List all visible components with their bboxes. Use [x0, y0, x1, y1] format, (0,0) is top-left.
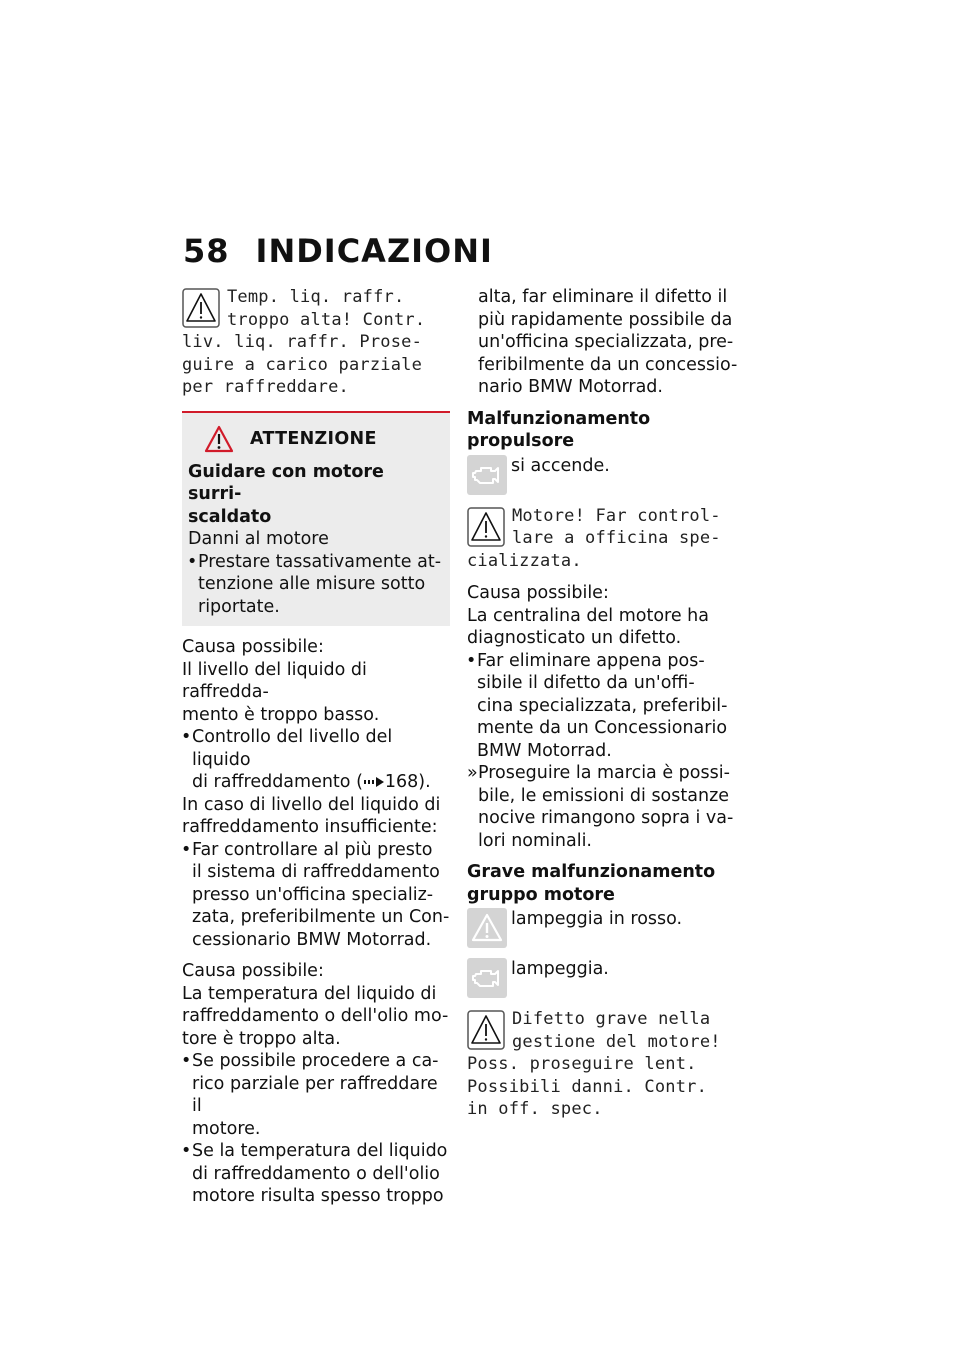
cause-text-line: diagnosticato un difetto. — [467, 628, 682, 648]
bullet-line: mente da un Concessionario — [477, 718, 728, 738]
bullet-line: BMW Motorrad. — [477, 740, 612, 761]
engine-flash-indicator — [467, 958, 739, 998]
bullet-line: di raffreddamento o dell'olio — [192, 1163, 440, 1184]
cause-text-line: Il livello del liquido di raffredda- — [182, 659, 367, 702]
cause-label: Causa possibile: — [182, 961, 324, 981]
page-number: 58 — [183, 232, 230, 270]
bullet-workshop — [182, 839, 450, 952]
warning-display-icon — [182, 288, 220, 328]
section-title-engine-fault: gruppo motore — [467, 884, 615, 905]
bullet-check-coolant — [182, 726, 450, 794]
display-line: Poss. proseguire lent. — [467, 1054, 697, 1074]
display-line: liv. liq. raffr. Prose- — [182, 332, 423, 352]
warning-box — [182, 413, 450, 627]
display-message-fault — [467, 1008, 739, 1121]
cause-label: Causa possibile: — [467, 583, 609, 603]
warning-triangle-icon — [204, 425, 234, 453]
cause-text-line: tore è troppo alta. — [182, 1028, 341, 1049]
warning-display-icon — [467, 1010, 505, 1050]
condition-line: In caso di livello del liquido di — [182, 794, 441, 815]
bullet-line: • Far controllare al più presto — [192, 839, 433, 860]
warning-title-line: Guidare con motore surri- — [188, 461, 384, 504]
display-line: guire a carico parziale — [182, 354, 423, 375]
bullet-line: • Controllo del livello del liquido — [192, 727, 393, 770]
cause-text-line: raffreddamento o dell'olio mo- — [182, 1006, 449, 1026]
indicator-text: lampeggia. — [511, 959, 609, 979]
warning-bullet — [188, 551, 442, 619]
bullet-text: di raffreddamento ( — [192, 772, 363, 792]
page-reference-arrow-icon — [363, 776, 385, 788]
cause-label: Causa possibile: — [182, 637, 324, 657]
section-title-propulsion: Malfunzionamento propulsore — [467, 408, 651, 451]
warning-subtitle: Danni al motore — [188, 529, 329, 549]
bullet-line: un'officina specializzata, pre- — [478, 332, 734, 352]
bullet-line: sibile il difetto da un'offi- — [477, 673, 695, 693]
section-title-engine-fault: Grave malfunzionamento — [467, 862, 716, 882]
bullet-line: più rapidamente possibile da — [478, 309, 733, 330]
right-column — [467, 286, 739, 1131]
bullet-line: motore risulta spesso troppo — [192, 1186, 444, 1206]
general-warning-light-icon — [467, 908, 507, 948]
page-reference-link[interactable]: 168 — [384, 772, 419, 792]
display-line: gestione del motore! — [512, 1031, 721, 1052]
warning-label: ATTENZIONE — [250, 428, 377, 449]
display-message-temp — [182, 286, 450, 399]
display-line: Temp. liq. raffr. — [227, 287, 405, 307]
indicator-text: lampeggia in rosso. — [511, 909, 683, 929]
result-line: nocive rimangono sopra i va- — [478, 808, 734, 828]
bullet-fix-defect — [467, 650, 739, 763]
bullet-line: cina specializzata, preferibil- — [477, 695, 728, 716]
result-note — [467, 762, 739, 852]
engine-check-icon — [467, 958, 507, 998]
bullet-line: • Far eliminare appena pos- — [477, 650, 705, 671]
indicator-text: si accende. — [511, 455, 610, 476]
warning-display-icon — [467, 507, 505, 547]
bullet-line: alta, far eliminare il difetto il — [478, 287, 728, 307]
bullet-line: rico parziale per raffreddare il — [192, 1073, 438, 1116]
left-column — [182, 286, 450, 1208]
bullet-line: • Se la temperatura del liquido — [192, 1141, 448, 1161]
bullet-temp-often-high — [182, 1140, 450, 1208]
bullet-line: tenzione alle misure sotto — [198, 574, 426, 594]
display-message-engine — [467, 505, 739, 573]
bullet-line: feribilmente da un concessio- — [478, 354, 738, 375]
bullet-line: il sistema di raffreddamento — [192, 862, 440, 882]
warning-light-indicator — [467, 908, 739, 948]
result-line: lori nominali. — [478, 830, 592, 851]
engine-check-icon — [467, 455, 507, 495]
display-line: Possibili danni. Contr. — [467, 1076, 708, 1097]
bullet-line: presso un'officina specializ- — [192, 884, 434, 905]
bullet-line: cessionario BMW Motorrad. — [192, 929, 432, 950]
cause-text-line: La temperatura del liquido di — [182, 983, 437, 1004]
bullet-line: nario BMW Motorrad. — [478, 377, 663, 397]
bullet-partial-load — [182, 1050, 450, 1140]
display-line: lare a officina spe- — [512, 528, 721, 548]
cause-text-line: mento è troppo basso. — [182, 704, 380, 725]
warning-heading — [204, 425, 442, 453]
page-header — [183, 232, 493, 270]
result-line: bile, le emissioni di sostanze — [478, 785, 730, 806]
bullet-line: • Se possibile procedere a ca- — [192, 1051, 439, 1071]
warning-title-line: scaldato — [188, 506, 272, 527]
result-line: » Proseguire la marcia è possi- — [478, 763, 730, 783]
display-line: troppo alta! Contr. — [227, 309, 426, 330]
display-line: per raffreddare. — [182, 377, 349, 397]
display-line: Difetto grave nella — [512, 1009, 711, 1029]
page-title: INDICAZIONI — [255, 232, 493, 270]
bullet-line: riportate. — [198, 596, 280, 617]
bullet-line: zata, preferibilmente un Con- — [192, 907, 450, 927]
engine-light-indicator — [467, 455, 739, 495]
bullet-text: ). — [418, 772, 431, 792]
display-line: Motore! Far control- — [512, 505, 721, 526]
bullet-line: • Prestare tassativamente at- — [198, 551, 442, 572]
bullet-line — [192, 771, 450, 794]
bullet-line: motore. — [192, 1118, 261, 1139]
bullet-continuation — [467, 286, 739, 399]
cause-text-line: La centralina del motore ha — [467, 605, 709, 626]
condition-line: raffreddamento insufficiente: — [182, 817, 438, 837]
display-line: cializzata. — [467, 550, 582, 571]
display-line: in off. spec. — [467, 1099, 603, 1119]
